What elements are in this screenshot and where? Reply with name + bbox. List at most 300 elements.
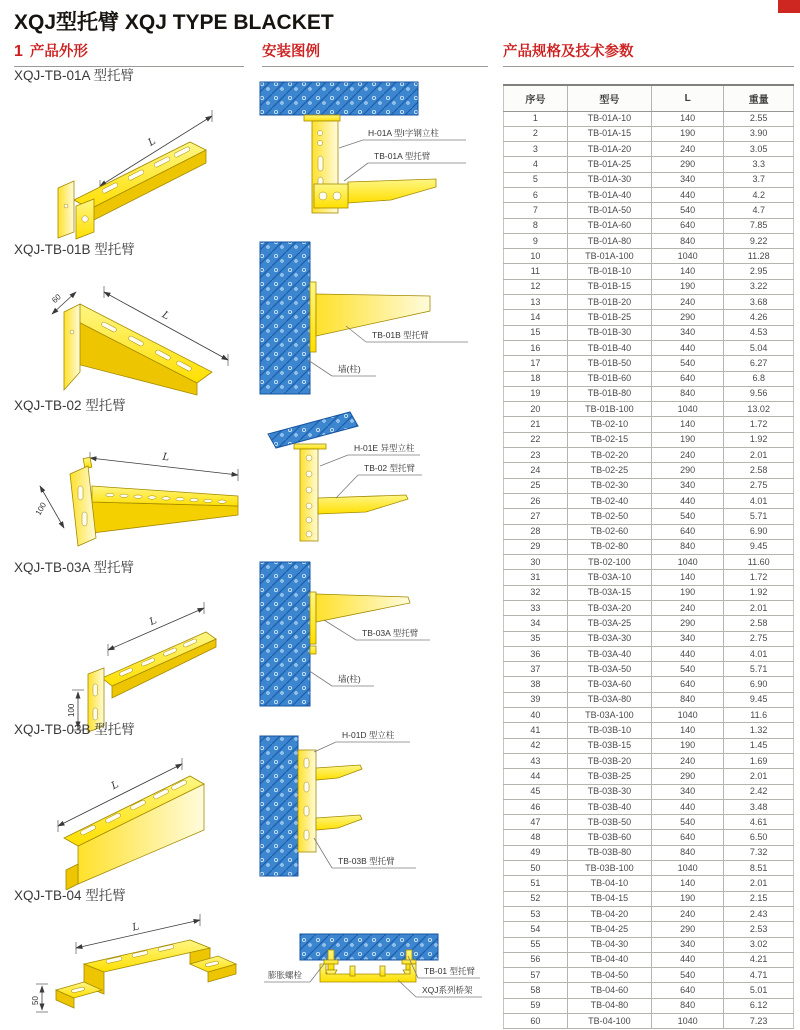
table-cell: 6.50 bbox=[724, 830, 794, 845]
table-row bbox=[504, 677, 794, 692]
table-row bbox=[504, 1014, 794, 1029]
table-cell: 540 bbox=[651, 815, 724, 830]
table-cell: 7.23 bbox=[724, 1014, 794, 1029]
outline-item bbox=[14, 718, 252, 890]
table-cell: 4 bbox=[504, 157, 568, 172]
table-cell: 4.71 bbox=[724, 968, 794, 983]
table-cell: 640 bbox=[651, 371, 724, 386]
table-cell: 7.32 bbox=[724, 845, 794, 860]
table-cell: 3.48 bbox=[724, 799, 794, 814]
table-cell: 440 bbox=[651, 646, 724, 661]
table-row bbox=[504, 799, 794, 814]
table-row bbox=[504, 662, 794, 677]
install-diagram-2 bbox=[258, 238, 498, 398]
table-cell: 23 bbox=[504, 448, 568, 463]
table-cell: TB-03A-15 bbox=[567, 585, 651, 600]
table-cell: 840 bbox=[651, 998, 724, 1013]
table-cell: TB-01B-100 bbox=[567, 402, 651, 417]
outline-item-title: XQJ-TB-02 型托臂 bbox=[14, 398, 126, 413]
table-cell: 2.53 bbox=[724, 922, 794, 937]
table-cell: TB-04-25 bbox=[567, 922, 651, 937]
table-cell: 32 bbox=[504, 585, 568, 600]
outline-item bbox=[14, 238, 252, 410]
table-cell: TB-04-15 bbox=[567, 891, 651, 906]
table-cell: 540 bbox=[651, 203, 724, 218]
table-row bbox=[504, 937, 794, 952]
table-cell: 28 bbox=[504, 524, 568, 539]
section-title: 产品外形 bbox=[29, 44, 88, 60]
table-cell: TB-01B-20 bbox=[567, 295, 651, 310]
table-cell: 22 bbox=[504, 432, 568, 447]
table-cell: 140 bbox=[651, 570, 724, 585]
table-cell: 58 bbox=[504, 983, 568, 998]
table-cell: TB-01A-80 bbox=[567, 233, 651, 248]
table-cell: 340 bbox=[651, 478, 724, 493]
table-cell: 540 bbox=[651, 968, 724, 983]
table-cell: 2.58 bbox=[724, 616, 794, 631]
table-row bbox=[504, 769, 794, 784]
table-cell: 20 bbox=[504, 402, 568, 417]
table-cell: 13.02 bbox=[724, 402, 794, 417]
table-cell: 1.72 bbox=[724, 417, 794, 432]
table-cell: 840 bbox=[651, 386, 724, 401]
table-cell: TB-03B-100 bbox=[567, 861, 651, 876]
table-cell: 1.72 bbox=[724, 570, 794, 585]
callout-label: 膨胀螺栓 bbox=[268, 970, 303, 980]
table-cell: 190 bbox=[651, 738, 724, 753]
bracket-diagram-tb01b bbox=[14, 262, 250, 410]
outline-item-title: XQJ-TB-03A 型托臂 bbox=[14, 560, 135, 575]
table-row bbox=[504, 906, 794, 921]
table-cell: TB-01A-10 bbox=[567, 111, 651, 126]
table-cell: 440 bbox=[651, 340, 724, 355]
table-cell: 540 bbox=[651, 509, 724, 524]
table-cell: TB-03A-40 bbox=[567, 646, 651, 661]
table-cell: 9.56 bbox=[724, 386, 794, 401]
table-cell: 51 bbox=[504, 876, 568, 891]
table-row bbox=[504, 784, 794, 799]
table-cell: 440 bbox=[651, 187, 724, 202]
table-cell: 140 bbox=[651, 876, 724, 891]
table-cell: TB-03B-30 bbox=[567, 784, 651, 799]
table-cell: 56 bbox=[504, 952, 568, 967]
table-cell: 5.01 bbox=[724, 983, 794, 998]
table-row bbox=[504, 524, 794, 539]
table-cell: 48 bbox=[504, 830, 568, 845]
table-cell: 5.71 bbox=[724, 509, 794, 524]
table-cell: 45 bbox=[504, 784, 568, 799]
table-cell: 1040 bbox=[651, 861, 724, 876]
table-cell: 290 bbox=[651, 769, 724, 784]
table-cell: 1040 bbox=[651, 708, 724, 723]
install-item bbox=[258, 716, 498, 886]
table-cell: 43 bbox=[504, 753, 568, 768]
table-cell: 190 bbox=[651, 585, 724, 600]
table-cell: 2.01 bbox=[724, 601, 794, 616]
table-cell: 840 bbox=[651, 692, 724, 707]
table-cell: 4.53 bbox=[724, 325, 794, 340]
table-cell: 3 bbox=[504, 142, 568, 157]
table-cell: TB-01A-20 bbox=[567, 142, 651, 157]
dimension-label: L bbox=[146, 135, 158, 149]
table-cell: 540 bbox=[651, 662, 724, 677]
install-diagram-1 bbox=[258, 80, 498, 234]
table-cell: 2.75 bbox=[724, 631, 794, 646]
table-cell: 11.28 bbox=[724, 249, 794, 264]
table-cell: 2.01 bbox=[724, 876, 794, 891]
outline-item bbox=[14, 884, 252, 1020]
table-cell: TB-01A-60 bbox=[567, 218, 651, 233]
table-cell: TB-03A-30 bbox=[567, 631, 651, 646]
dimension-label: L bbox=[161, 451, 170, 464]
table-cell: TB-01B-40 bbox=[567, 340, 651, 355]
table-cell: 1040 bbox=[651, 249, 724, 264]
table-cell: TB-04-40 bbox=[567, 952, 651, 967]
table-cell: 3.7 bbox=[724, 172, 794, 187]
table-cell: TB-01B-25 bbox=[567, 310, 651, 325]
table-cell: 9.22 bbox=[724, 233, 794, 248]
bracket-diagram-tb03a bbox=[14, 580, 250, 736]
table-cell: 39 bbox=[504, 692, 568, 707]
table-cell: 9 bbox=[504, 233, 568, 248]
table-cell: 840 bbox=[651, 539, 724, 554]
table-row bbox=[504, 157, 794, 172]
table-row bbox=[504, 249, 794, 264]
table-row bbox=[504, 417, 794, 432]
bracket-diagram-tb04 bbox=[14, 908, 250, 1020]
table-cell: 340 bbox=[651, 325, 724, 340]
column-header: L bbox=[651, 85, 724, 111]
table-cell: 35 bbox=[504, 631, 568, 646]
table-row bbox=[504, 432, 794, 447]
table-row bbox=[504, 509, 794, 524]
table-cell: TB-02-60 bbox=[567, 524, 651, 539]
table-cell: TB-04-50 bbox=[567, 968, 651, 983]
table-cell: 290 bbox=[651, 310, 724, 325]
table-cell: 29 bbox=[504, 539, 568, 554]
table-cell: 16 bbox=[504, 340, 568, 355]
table-cell: TB-03A-50 bbox=[567, 662, 651, 677]
section-title: 安装图例 bbox=[262, 44, 320, 60]
callout-label: TB-03B 型托臂 bbox=[338, 856, 395, 866]
table-cell: 1040 bbox=[651, 1014, 724, 1029]
table-cell: 38 bbox=[504, 677, 568, 692]
table-cell: 440 bbox=[651, 952, 724, 967]
page-title: XQJ型托臂 XQJ TYPE BLACKET bbox=[14, 11, 334, 34]
table-cell: 1.92 bbox=[724, 432, 794, 447]
table-row bbox=[504, 111, 794, 126]
spec-table-body bbox=[504, 111, 794, 1029]
table-cell: 11 bbox=[504, 264, 568, 279]
table-cell: 140 bbox=[651, 264, 724, 279]
table-cell: 53 bbox=[504, 906, 568, 921]
table-cell: TB-01A-100 bbox=[567, 249, 651, 264]
table-cell: 3.68 bbox=[724, 295, 794, 310]
table-cell: 290 bbox=[651, 616, 724, 631]
table-cell: TB-03B-10 bbox=[567, 723, 651, 738]
table-row bbox=[504, 601, 794, 616]
table-cell: 60 bbox=[504, 1014, 568, 1029]
table-row bbox=[504, 738, 794, 753]
table-cell: 1.92 bbox=[724, 585, 794, 600]
table-cell: TB-01B-80 bbox=[567, 386, 651, 401]
table-cell: 26 bbox=[504, 493, 568, 508]
callout-label: TB-01 型托臂 bbox=[424, 966, 476, 976]
install-item bbox=[258, 238, 498, 398]
table-row bbox=[504, 708, 794, 723]
table-row bbox=[504, 448, 794, 463]
table-cell: 440 bbox=[651, 493, 724, 508]
table-cell: TB-03B-80 bbox=[567, 845, 651, 860]
table-row bbox=[504, 570, 794, 585]
outline-item bbox=[14, 556, 252, 736]
table-cell: 190 bbox=[651, 432, 724, 447]
dimension-label: 100 bbox=[33, 500, 49, 517]
table-row bbox=[504, 386, 794, 401]
table-row bbox=[504, 585, 794, 600]
table-row bbox=[504, 126, 794, 141]
table-cell: 640 bbox=[651, 677, 724, 692]
table-cell: TB-03B-40 bbox=[567, 799, 651, 814]
table-cell: 11.60 bbox=[724, 555, 794, 570]
table-cell: TB-04-60 bbox=[567, 983, 651, 998]
bracket-diagram-tb02 bbox=[14, 418, 250, 566]
table-cell: 46 bbox=[504, 799, 568, 814]
table-cell: TB-01B-10 bbox=[567, 264, 651, 279]
table-cell: TB-02-50 bbox=[567, 509, 651, 524]
section-header-install bbox=[262, 40, 488, 67]
table-row bbox=[504, 555, 794, 570]
table-cell: 1040 bbox=[651, 402, 724, 417]
table-row bbox=[504, 172, 794, 187]
table-cell: 4.61 bbox=[724, 815, 794, 830]
install-item bbox=[258, 894, 498, 1026]
table-cell: 8 bbox=[504, 218, 568, 233]
dimension-label: L bbox=[109, 779, 121, 793]
table-cell: 6.12 bbox=[724, 998, 794, 1013]
table-cell: 5 bbox=[504, 172, 568, 187]
table-cell: TB-03A-80 bbox=[567, 692, 651, 707]
table-cell: 340 bbox=[651, 631, 724, 646]
table-cell: 3.90 bbox=[724, 126, 794, 141]
table-cell: 4.21 bbox=[724, 952, 794, 967]
table-cell: 6.8 bbox=[724, 371, 794, 386]
table-row bbox=[504, 983, 794, 998]
table-cell: TB-01A-15 bbox=[567, 126, 651, 141]
column-header: 序号 bbox=[504, 85, 568, 111]
table-cell: 18 bbox=[504, 371, 568, 386]
callout-label: TB-01A 型托臂 bbox=[374, 151, 431, 161]
table-cell: TB-04-100 bbox=[567, 1014, 651, 1029]
table-cell: 1.69 bbox=[724, 753, 794, 768]
table-cell: 340 bbox=[651, 172, 724, 187]
table-cell: TB-01B-60 bbox=[567, 371, 651, 386]
outline-item-title: XQJ-TB-04 型托臂 bbox=[14, 888, 126, 903]
table-cell: 640 bbox=[651, 218, 724, 233]
table-cell: 5.71 bbox=[724, 662, 794, 677]
table-cell: TB-01A-40 bbox=[567, 187, 651, 202]
table-cell: 540 bbox=[651, 356, 724, 371]
table-cell: TB-01B-50 bbox=[567, 356, 651, 371]
table-cell: 4.2 bbox=[724, 187, 794, 202]
table-cell: TB-01A-30 bbox=[567, 172, 651, 187]
table-cell: TB-02-30 bbox=[567, 478, 651, 493]
table-cell: 190 bbox=[651, 891, 724, 906]
table-cell: 2.15 bbox=[724, 891, 794, 906]
table-row bbox=[504, 998, 794, 1013]
table-row bbox=[504, 325, 794, 340]
table-cell: 50 bbox=[504, 861, 568, 876]
table-cell: 6.27 bbox=[724, 356, 794, 371]
table-cell: 15 bbox=[504, 325, 568, 340]
table-cell: 19 bbox=[504, 386, 568, 401]
dimension-label: L bbox=[148, 615, 159, 628]
table-cell: TB-03A-60 bbox=[567, 677, 651, 692]
table-row bbox=[504, 478, 794, 493]
table-row bbox=[504, 402, 794, 417]
table-cell: TB-03A-100 bbox=[567, 708, 651, 723]
callout-label: H-01D 型立柱 bbox=[342, 730, 395, 740]
callout-label: TB-02 型托臂 bbox=[364, 463, 416, 473]
table-row bbox=[504, 891, 794, 906]
bracket-diagram-tb01a bbox=[14, 88, 250, 240]
dimension-label: 60 bbox=[50, 292, 63, 305]
table-row bbox=[504, 845, 794, 860]
table-cell: 7.85 bbox=[724, 218, 794, 233]
spec-table bbox=[503, 84, 794, 1029]
table-cell: TB-03A-20 bbox=[567, 601, 651, 616]
table-cell: 190 bbox=[651, 126, 724, 141]
table-row bbox=[504, 295, 794, 310]
install-diagram-4 bbox=[258, 558, 498, 710]
table-cell: 4.01 bbox=[724, 646, 794, 661]
table-cell: TB-03A-10 bbox=[567, 570, 651, 585]
table-cell: 57 bbox=[504, 968, 568, 983]
table-cell: 840 bbox=[651, 845, 724, 860]
table-row bbox=[504, 952, 794, 967]
table-cell: 41 bbox=[504, 723, 568, 738]
table-cell: 2.43 bbox=[724, 906, 794, 921]
table-cell: 290 bbox=[651, 922, 724, 937]
table-row bbox=[504, 753, 794, 768]
table-row bbox=[504, 279, 794, 294]
install-diagram-6 bbox=[258, 894, 498, 1026]
callout-label: TB-03A 型托臂 bbox=[362, 628, 419, 638]
install-item bbox=[258, 558, 498, 710]
table-cell: 9.45 bbox=[724, 539, 794, 554]
table-cell: TB-02-15 bbox=[567, 432, 651, 447]
table-row bbox=[504, 463, 794, 478]
table-cell: 340 bbox=[651, 937, 724, 952]
table-cell: 24 bbox=[504, 463, 568, 478]
table-cell: 17 bbox=[504, 356, 568, 371]
table-row bbox=[504, 616, 794, 631]
table-cell: TB-03B-25 bbox=[567, 769, 651, 784]
table-cell: TB-02-80 bbox=[567, 539, 651, 554]
table-cell: 4.7 bbox=[724, 203, 794, 218]
table-row bbox=[504, 203, 794, 218]
outline-item bbox=[14, 394, 252, 566]
table-cell: 59 bbox=[504, 998, 568, 1013]
table-cell: 21 bbox=[504, 417, 568, 432]
callout-label: 墙(柱) bbox=[338, 674, 361, 684]
table-cell: 2.55 bbox=[724, 111, 794, 126]
table-cell: 7 bbox=[504, 203, 568, 218]
table-cell: 240 bbox=[651, 295, 724, 310]
table-cell: 8.51 bbox=[724, 861, 794, 876]
table-cell: 290 bbox=[651, 463, 724, 478]
table-row bbox=[504, 646, 794, 661]
table-cell: 240 bbox=[651, 601, 724, 616]
table-row bbox=[504, 371, 794, 386]
table-cell: TB-03B-15 bbox=[567, 738, 651, 753]
dimension-label: L bbox=[131, 921, 141, 934]
table-cell: 6.90 bbox=[724, 677, 794, 692]
table-cell: TB-01A-25 bbox=[567, 157, 651, 172]
table-row bbox=[504, 493, 794, 508]
table-cell: TB-01B-15 bbox=[567, 279, 651, 294]
table-cell: 33 bbox=[504, 601, 568, 616]
table-cell: 54 bbox=[504, 922, 568, 937]
table-cell: TB-04-30 bbox=[567, 937, 651, 952]
table-cell: 2.01 bbox=[724, 448, 794, 463]
table-cell: TB-03B-20 bbox=[567, 753, 651, 768]
column-header: 型号 bbox=[567, 85, 651, 111]
table-cell: 3.02 bbox=[724, 937, 794, 952]
table-cell: 1040 bbox=[651, 555, 724, 570]
install-item bbox=[258, 398, 498, 556]
corner-mark bbox=[778, 0, 800, 13]
table-cell: 42 bbox=[504, 738, 568, 753]
table-cell: 2.01 bbox=[724, 769, 794, 784]
table-cell: TB-03B-50 bbox=[567, 815, 651, 830]
table-row bbox=[504, 142, 794, 157]
column-header: 重量 bbox=[724, 85, 794, 111]
table-cell: 290 bbox=[651, 157, 724, 172]
table-cell: 5.04 bbox=[724, 340, 794, 355]
table-cell: TB-04-20 bbox=[567, 906, 651, 921]
table-cell: TB-02-25 bbox=[567, 463, 651, 478]
table-cell: 6.90 bbox=[724, 524, 794, 539]
table-cell: 2.58 bbox=[724, 463, 794, 478]
table-cell: 240 bbox=[651, 753, 724, 768]
table-cell: TB-02-20 bbox=[567, 448, 651, 463]
table-row bbox=[504, 861, 794, 876]
table-cell: TB-04-80 bbox=[567, 998, 651, 1013]
table-cell: TB-01A-50 bbox=[567, 203, 651, 218]
table-cell: 140 bbox=[651, 111, 724, 126]
table-row bbox=[504, 187, 794, 202]
table-cell: 340 bbox=[651, 784, 724, 799]
table-cell: 640 bbox=[651, 830, 724, 845]
bracket-diagram-tb03b bbox=[14, 742, 250, 890]
table-row bbox=[504, 631, 794, 646]
table-cell: 4.01 bbox=[724, 493, 794, 508]
table-cell: 47 bbox=[504, 815, 568, 830]
table-cell: 2 bbox=[504, 126, 568, 141]
table-cell: 3.05 bbox=[724, 142, 794, 157]
table-row bbox=[504, 233, 794, 248]
section-header-specs bbox=[503, 40, 794, 67]
table-cell: 3.3 bbox=[724, 157, 794, 172]
table-row bbox=[504, 218, 794, 233]
callout-label: H-01A 型I字钢立柱 bbox=[368, 128, 439, 138]
install-diagram-3 bbox=[258, 398, 498, 556]
table-cell: 12 bbox=[504, 279, 568, 294]
table-cell: 36 bbox=[504, 646, 568, 661]
table-cell: 1 bbox=[504, 111, 568, 126]
table-row bbox=[504, 968, 794, 983]
